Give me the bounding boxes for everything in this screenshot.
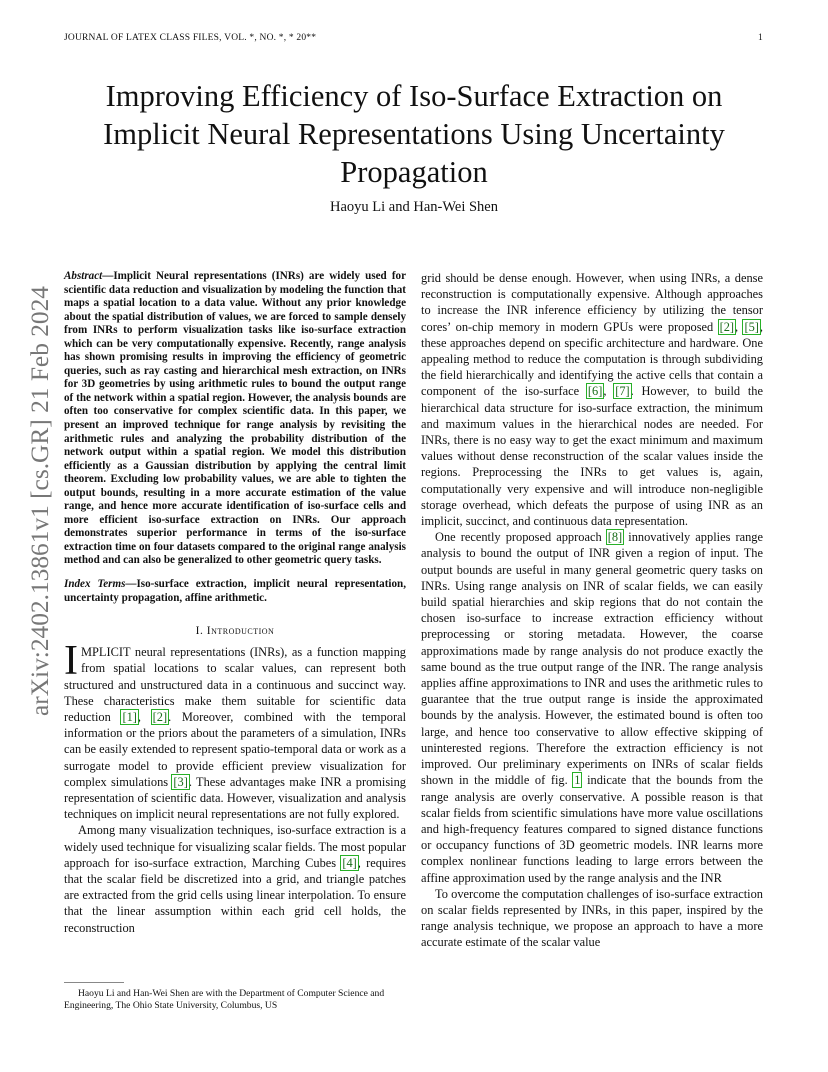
citation-link[interactable]: [2]: [152, 709, 168, 724]
paper-title: Improving Efficiency of Iso-Surface Extraction on Implicit Neural Representations Using Uncertainty Propagation: [103, 79, 725, 189]
citation-link[interactable]: [4]: [342, 855, 357, 870]
intro-text: innovatively applies range analysis to bound the output of INR given a region of input. The output bounds are useful in many general geometric query tasks on INRs. Using range analysis on INR of scalar fields, we can easily build spatial hierarchies and skip regions that do not contain the chosen iso-surface to increase extraction efficiency without preprocessing or storing metadata. However, the coarse approximations made by range analysis do not produce exactly the same bound as the true output range of the INR. The range analysis applies affine approximations to INR and uses the arithmetic rules to guarantee that the true output range is inside the approximated bounds by the analysis. However, the estimated bound is often too large, and hence too conservative to allow effective skipping of uninterested regions. Therefore the extraction efficiency is not improved. Our preliminary experiments on INRs of scalar fields shown in the middle of fig.: [421, 530, 764, 788]
intro-text: . However, to build the hierarchical data structure for iso-surface extraction, the minimum and maximum values in the hierarchical nodes are needed. For INRs, there is no easy way to get the exact minimum and maximum values without dense reconstruction of the scalar values inside the regions. Preprocessing the INRs to get values is, again, computationally very expensive and will introduce non-negligible storage overhead, which defeats the purpose of using INR as an implicit, succinct, and continuous data representation.: [421, 384, 763, 529]
abstract-lead: Abstract: [64, 270, 103, 282]
citation-link[interactable]: [5]: [744, 319, 759, 334]
author-footnote: Haoyu Li and Han-Wei Shen are with the Department of Computer Science and Engineering, The Ohio State University, Columbus, US: [64, 988, 385, 1011]
intro-text: , these approaches depend on specific architecture and hardware. One appealing method to reduce the computation is through subdividing the field hierarchically and identifying the active cells that contain a component of the iso-surface: [421, 319, 763, 399]
intro-paragraph-4: [421, 529, 763, 885]
author-list: Haoyu Li and Han-Wei Shen: [330, 199, 498, 215]
intro-text: ,: [735, 319, 744, 334]
section-title: Introduction: [206, 625, 275, 638]
intro-text: . Moreover, combined with the temporal information or the priors about the parameters of a simulation, INRs can be easily extended to represent spatio-temporal data or work as a surrogate model to provide efficient preview visualization for complex simulations: [64, 709, 407, 789]
abstract: [64, 270, 406, 568]
intro-text: indicate that the bounds from the range analysis are overly conservative. A possible reason is that scalar fields from scientific simulations have more value oscillations and high-frequency features compared to signed distance functions or occupancy functions of 3D geometric models. INR learns more complex nonlinear functions leading to large errors between the affine approximation used by the range analysis and the INR: [421, 773, 763, 885]
index-terms: [64, 578, 406, 605]
section-heading: [64, 625, 406, 637]
intro-text: ,: [137, 709, 152, 724]
footnote-rule: [64, 982, 124, 983]
citation-link[interactable]: [2]: [719, 319, 735, 334]
index-terms-text: —Iso-surface extraction, implicit neural representation, uncertainty propagation, affine arithmetic.: [64, 578, 406, 604]
left-column: [64, 270, 406, 936]
citation-link[interactable]: [3]: [173, 774, 188, 789]
intro-text: One recently proposed approach: [435, 530, 607, 545]
citation-link[interactable]: [1]: [122, 709, 137, 724]
intro-text: MPLICIT neural representations (INRs), as a function mapping from spatial locations to scalar values, can represent both structured and unstructured data in a continuous and succinct way. These characteristics make them suitable for scientific data reduction: [64, 645, 406, 724]
intro-paragraph-5: To overcome the computation challenges of iso-surface extraction on scalar fields represented by INRs, in this paper, inspired by the range analysis technique, we propose an approach to have a more accurate estimate of the scalar value: [421, 886, 763, 950]
citation-link[interactable]: [6]: [587, 384, 603, 399]
citation-link[interactable]: [8]: [607, 530, 623, 545]
arxiv-stamp: [18, 286, 58, 716]
intro-text: , requires that the scalar field be discretized into a grid, and triangle patches are extracted from the grid cells using linear interpolation. To ensure that the linear assumption within each grid cell holds, the reconstruction: [64, 855, 407, 935]
right-column: [421, 270, 763, 951]
arxiv-stamp-svg: [18, 286, 58, 716]
intro-paragraph-3: [421, 270, 763, 529]
citation-link[interactable]: [7]: [615, 384, 630, 399]
intro-text: Among many visualization techniques, iso-surface extraction is a widely used technique for visualizing scalar fields. The most popular approach for iso-surface extraction, Marching Cubes: [64, 823, 406, 870]
arxiv-stamp-text: arXiv:2402.13861v1 [cs.GR] 21 Feb 2024: [27, 292, 54, 716]
index-terms-lead: Index Terms: [64, 578, 126, 591]
intro-paragraph-1: [64, 638, 407, 822]
intro-text: grid should be dense enough. However, when using INRs, a dense reconstruction is computationally expensive. Although approaches to increase the INR inference efficiency by utilizing the tensor cores’ on-chip memory in modern GPUs were proposed: [421, 271, 763, 334]
section-number: I.: [195, 625, 204, 638]
figure-link[interactable]: 1: [574, 773, 581, 788]
intro-paragraph-2: [64, 822, 406, 935]
dropcap: I: [64, 638, 78, 685]
intro-text: . These advantages make INR a promising representation of scientific data. However, visualization and analysis techniques on implicit neural representations are not fully explored.: [64, 774, 407, 822]
abstract-text: —Implicit Neural representations (INRs) are widely used for scientific data reduction and visualization by modeling the function that maps a spatial location to a data value. Without any prior knowledge about the spatial distribution of values, we are forced to sample densely from INRs to perform visualization tasks like iso-surface extraction which can be very computationally expensive. Recently, range analysis has shown promising results in improving the efficiency of geometric queries, such as ray casting and hierarchical mesh extraction, on INRs for 3D geometries by using arithmetic rules to bound the output range of the network within a spatial region. However, the analysis bounds are often too conservative for complex scientific data. In this paper, we present an improved technique for range analysis by revisiting the arithmetic rules and analyzing the probability distribution of the network output within a spatial region. We model this distribution efficiently as a Gaussian distribution by applying the central limit theorem. Excluding low probability values, we are able to tighten the output bounds, resulting in a more accurate estimation of the value range, and hence more accurate identification of iso-surface cells and more efficient iso-surface extraction on INRs. Our approach demonstrates superior performance in terms of the iso-surface extraction time on four datasets compared to the original range analysis method and can also be generalized to other geometric query tasks.: [64, 270, 406, 567]
running-header: JOURNAL OF LATEX CLASS FILES, VOL. *, NO. *, * 20**: [64, 33, 317, 43]
page-number: 1: [758, 33, 763, 43]
intro-text: ,: [603, 384, 615, 399]
